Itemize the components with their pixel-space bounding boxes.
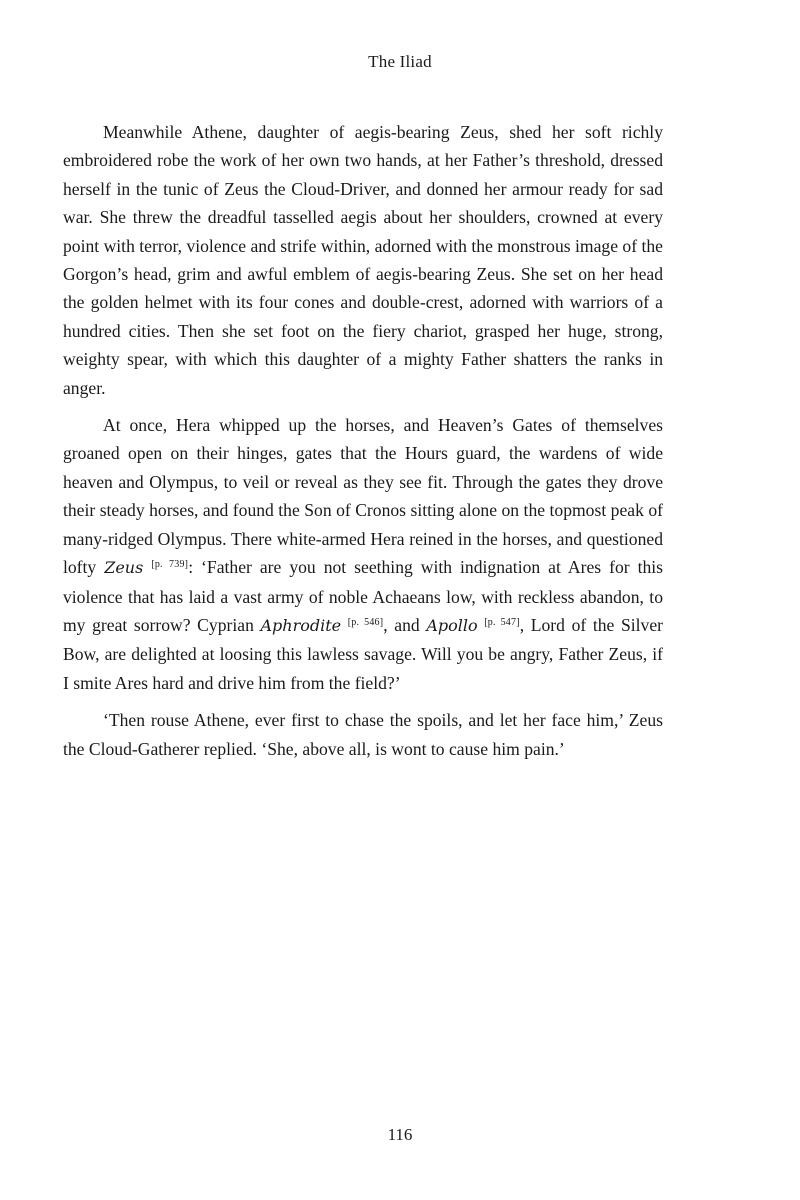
page-reference-zeus[interactable]: [p. 739]	[151, 559, 189, 571]
paragraph-segment: , and	[383, 614, 427, 635]
name-link-apollo[interactable]: Apollo	[426, 615, 478, 635]
paragraph-segment: : ‘Father are you not seething with indignation at Ares for this violence that has laid a vast army of noble Achaeans low, with reckless abandon, to my great sorrow? Cyprian	[63, 557, 664, 635]
paragraph-segment: , Lord of the Silver Bow, are delighted at loosing this lawless savage. Will you be angry, Father Zeus, if I smite Ares hard and drive him from the field?’	[63, 614, 663, 693]
page-reference-aphrodite[interactable]: [p. 546]	[347, 616, 384, 628]
body-text	[63, 118, 663, 772]
name-link-aphrodite[interactable]: Aphrodite	[260, 615, 342, 635]
paragraph-segment: At once, Hera whipped up the horses, and Heaven’s Gates of themselves groaned open on their hinges, gates that the Hours guard, the wardens of wide heaven and Olympus, to veil or reveal as they see fit. Through the gates they drove their steady horses, and found the Son of Cronos sitting alone on the topmost peak of many-ridged Olympus. There white-armed Hera reined in the horses, and questioned lofty	[63, 415, 663, 578]
page-number: 116	[387, 1125, 413, 1144]
running-head: The Iliad	[368, 52, 432, 71]
paragraph-zeus-reply: ‘Then rouse Athene, ever first to chase the spoils, and let her face him,’ Zeus the Cloud-Gatherer replied. ‘She, above all, is wont to cause him pain.’	[63, 710, 663, 759]
page-reference-apollo[interactable]: [p. 547]	[484, 616, 520, 628]
name-link-zeus[interactable]: Zeus	[104, 558, 144, 578]
paragraph-athene-arms: Meanwhile Athene, daughter of aegis-bearing Zeus, shed her soft richly embroidered robe the work of her own two hands, at her Father’s threshold, dressed herself in the tunic of Zeus the Cloud-Driver, and donned her armour ready for sad war. She threw the dreadful tasselled aegis about her shoulders, crowned at every point with terror, violence and strife within, adorned with the monstrous image of the Gorgon’s head, grim and awful emblem of aegis-bearing Zeus. She set on her head the golden helmet with its four cones and double-crest, adorned with warriors of a hundred cities. Then she set foot on the fiery chariot, grasped her huge, strong, weighty spear, with which this daughter of a mighty Father shatters the ranks in anger.	[63, 122, 663, 398]
paragraph-hera-questions-zeus	[63, 411, 663, 697]
